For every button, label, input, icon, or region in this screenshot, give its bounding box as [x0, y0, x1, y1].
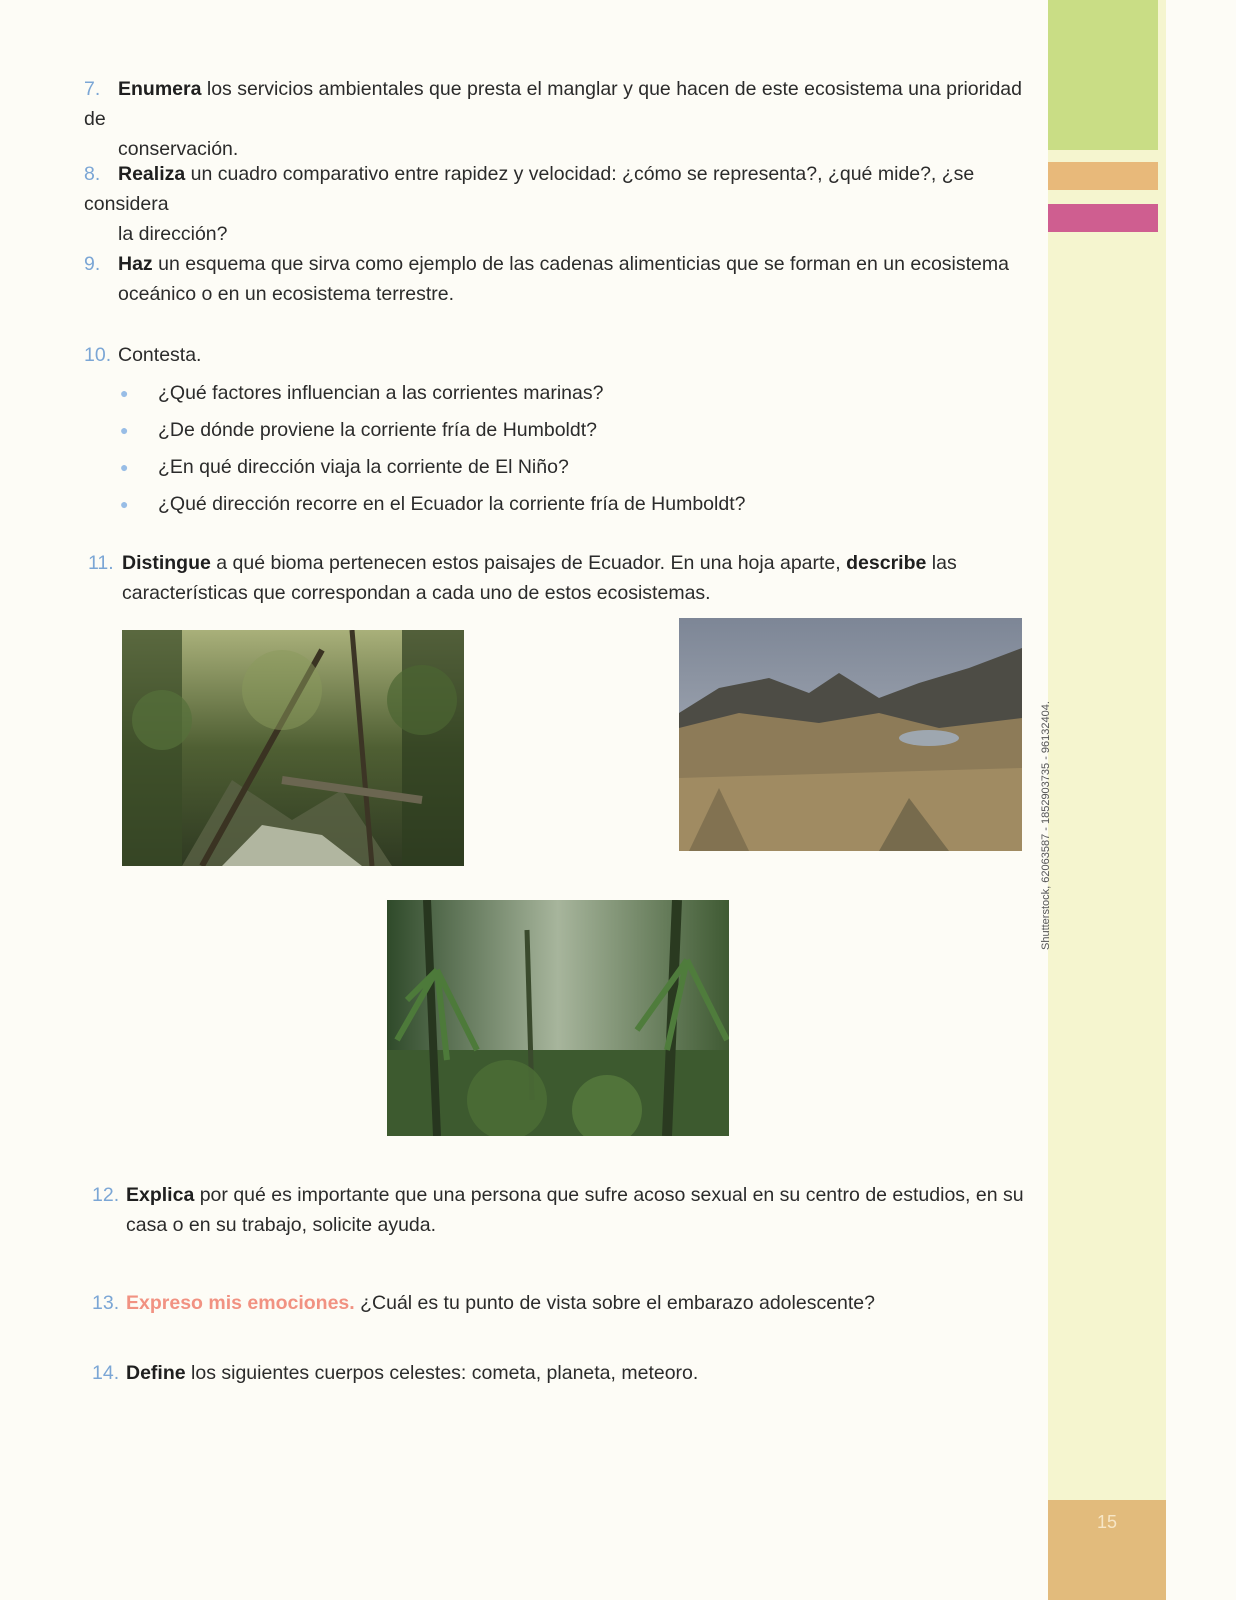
sidebar-green-block	[1048, 0, 1158, 150]
question-text-continued: la dirección?	[118, 223, 228, 245]
question-13	[92, 1288, 1052, 1318]
question-verb: Enumera	[118, 78, 202, 100]
sidebar-pink-block	[1048, 204, 1158, 232]
question-8	[84, 159, 1044, 249]
bullet-dot-icon: ●	[120, 422, 129, 438]
question-14	[92, 1358, 1052, 1388]
question-verb: Distingue	[122, 552, 211, 574]
question-text-continued: oceánico o en un ecosistema terrestre.	[118, 283, 455, 305]
question-7	[84, 74, 1044, 164]
sidebar-orange-block	[1048, 162, 1158, 190]
question-number: 11.	[88, 552, 114, 574]
question-text: por qué es importante que una persona que sufre acoso sexual en su centro de estudios, en su	[194, 1184, 1024, 1206]
question-verb: Define	[126, 1362, 186, 1384]
question-text: los servicios ambientales que presta el manglar y que hacen de este ecosistema una prioridad de	[84, 78, 1022, 130]
emotion-label: Expreso mis emociones.	[126, 1292, 355, 1314]
question-text: a qué bioma pertenecen estos paisajes de Ecuador. En una hoja aparte,	[210, 552, 847, 574]
question-number: 8.	[84, 163, 101, 185]
question-text: Contesta.	[118, 344, 202, 366]
photo-credit: Shutterstock, 62063587 - 1852903735 - 96132404.	[1040, 701, 1052, 950]
question-text: ¿Cuál es tu punto de vista sobre el embarazo adolescente?	[354, 1292, 875, 1314]
question-number: 14.	[92, 1362, 120, 1384]
question-verb: Realiza	[118, 163, 186, 185]
bullet-item: ● ¿Qué dirección recorre en el Ecuador la corriente fría de Humboldt?	[120, 486, 1020, 523]
bullet-dot-icon: ●	[120, 459, 129, 475]
question-9	[84, 249, 1044, 309]
cloud-forest-photo	[122, 630, 464, 866]
question-text: los siguientes cuerpos celestes: cometa, planeta, meteoro.	[185, 1362, 699, 1384]
question-number: 13.	[92, 1292, 120, 1314]
bullet-item: ● ¿En qué dirección viaja la corriente de El Niño?	[120, 449, 1020, 486]
question-number: 12.	[92, 1184, 120, 1206]
question-number: 9.	[84, 253, 101, 275]
question-12	[92, 1180, 1052, 1240]
question-verb: Haz	[118, 253, 153, 275]
question-11	[88, 548, 1048, 608]
rainforest-photo	[387, 900, 729, 1136]
sidebar-strip	[1048, 0, 1166, 1600]
question-number: 10.	[84, 344, 112, 366]
page-number: 15	[1048, 1500, 1166, 1600]
bullet-dot-icon: ●	[120, 496, 129, 512]
paramo-photo	[679, 618, 1022, 851]
question-text: un esquema que sirva como ejemplo de las cadenas alimenticias que se forman en un ecosistema	[152, 253, 1009, 275]
question-10	[84, 340, 1044, 370]
question-number: 7.	[84, 78, 101, 100]
question-text-2: las	[926, 552, 957, 574]
bullet-item: ● ¿De dónde proviene la corriente fría de Humboldt?	[120, 412, 1020, 449]
bullet-dot-icon: ●	[120, 385, 129, 401]
question-verb: Explica	[126, 1184, 195, 1206]
question-verb-2: describe	[846, 552, 927, 574]
question-text-continued: conservación.	[118, 138, 239, 160]
question-text-continued: características que correspondan a cada uno de estos ecosistemas.	[122, 582, 711, 604]
bullet-item: ● ¿Qué factores influencian a las corrientes marinas?	[120, 375, 1020, 412]
question-text-continued: casa o en su trabajo, solicite ayuda.	[126, 1214, 437, 1236]
question-10-bullets	[120, 375, 1020, 523]
question-text: un cuadro comparativo entre rapidez y velocidad: ¿cómo se representa?, ¿qué mide?, ¿se considera	[84, 163, 975, 215]
